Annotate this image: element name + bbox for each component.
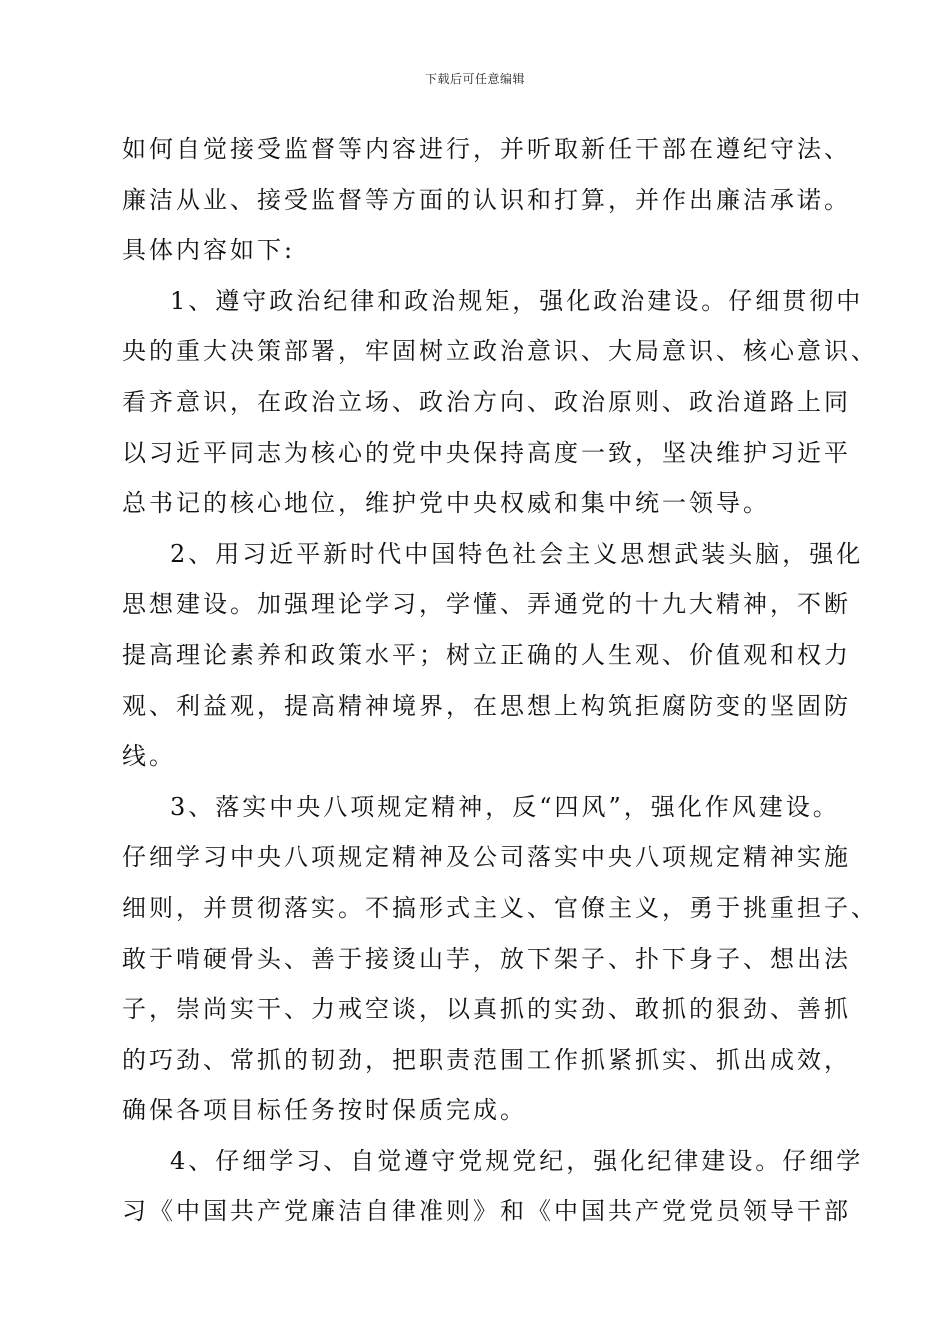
text-line: 敢于啃硬骨头、善于接烫山芋，放下架子、扑下身子、想出法 (122, 944, 851, 973)
text-line: 子，崇尚实干、力戒空谈，以真抓的实劲、敢抓的狠劲、善抓 (122, 995, 851, 1024)
document-body (122, 124, 878, 1237)
text-line: 线。 (122, 742, 176, 771)
page-header: 下载后可任意编辑 (424, 72, 525, 86)
text-line: 的巧劲、常抓的韧劲，把职责范围工作抓紧抓实、抓出成效， (122, 1045, 851, 1074)
text-line: 习《中国共产党廉洁自律准则》和《中国共产党党员领导干部 (122, 1197, 851, 1226)
text-line: 总书记的核心地位，维护党中央权威和集中统一领导。 (122, 489, 770, 518)
paragraph-3-start: 3、落实中央八项规定精神，反“四风”，强化作风建设。 (170, 792, 840, 821)
text-line: 具体内容如下: (122, 236, 296, 265)
text-line: 细则，并贯彻落实。不搞形式主义、官僚主义，勇于挑重担子、 (122, 893, 878, 922)
text-line: 央的重大决策部署，牢固树立政治意识、大局意识、核心意识、 (122, 337, 878, 366)
paragraph-4-start: 4、仔细学习、自觉遵守党规党纪，强化纪律建设。仔细学 (170, 1146, 864, 1175)
text-line: 思想建设。加强理论学习，学懂、弄通党的十九大精神，不断 (122, 590, 851, 619)
paragraph-1-start: 1、遵守政治纪律和政治规矩，强化政治建设。仔细贯彻中 (170, 286, 864, 315)
text-line: 廉洁从业、接受监督等方面的认识和打算，并作出廉洁承诺。 (122, 185, 851, 214)
text-line: 确保各项目标任务按时保质完成。 (122, 1096, 527, 1125)
text-line: 看齐意识，在政治立场、政治方向、政治原则、政治道路上同 (122, 387, 851, 416)
text-line: 提高理论素养和政策水平；树立正确的人生观、价值观和权力 (122, 640, 851, 669)
text-line: 以习近平同志为核心的党中央保持高度一致，坚决维护习近平 (122, 438, 851, 467)
text-line: 仔细学习中央八项规定精神及公司落实中央八项规定精神实施 (122, 843, 851, 872)
paragraph-2-start: 2、用习近平新时代中国特色社会主义思想武装头脑，强化 (170, 539, 864, 568)
text-line: 观、利益观，提高精神境界，在思想上构筑拒腐防变的坚固防 (122, 691, 851, 720)
text-line: 如何自觉接受监督等内容进行，并听取新任干部在遵纪守法、 (122, 135, 851, 163)
